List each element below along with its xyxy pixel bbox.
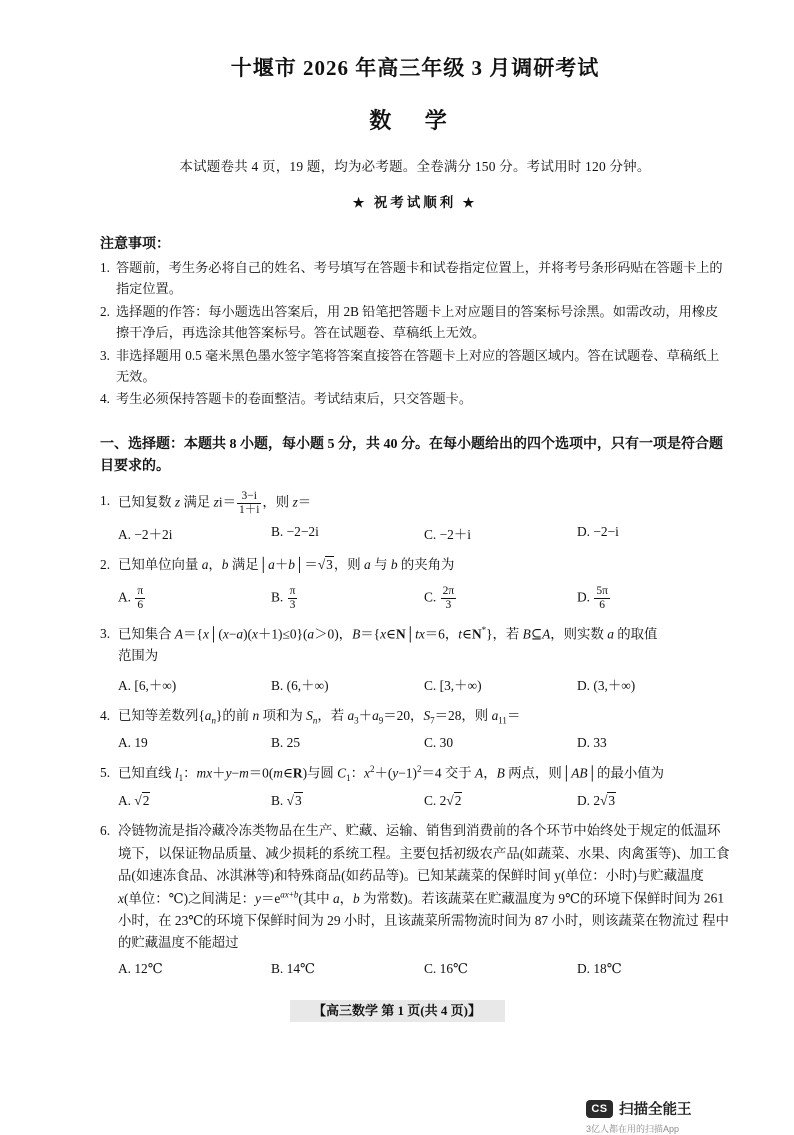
option-c[interactable]: C. [3,＋∞) [424,677,482,693]
question-5-options [100,793,730,809]
star-left-icon: ★ [352,195,368,210]
notice-item [100,388,730,409]
question-number: 1. [100,492,111,508]
section-heading [100,434,730,479]
option-b[interactable]: B. 25 [271,735,301,751]
question-5 [100,762,730,786]
question-6-options [100,961,730,977]
wish-line [100,191,730,211]
option-d[interactable]: D. (3,＋∞) [577,677,636,693]
question-4 [100,705,730,729]
question-number: 4. [100,707,111,723]
question-6-line-3: 品(如速冻食品、冰淇淋等)和特殊商品(如药品等)。已知某蔬菜的保鲜时间 y(单位：小时)与贮藏温度 [118,867,704,883]
question-6 [100,820,730,954]
question-6-line-2: 境下，以保证物品质量、减少损耗的系统工程。主要包括初级农产品(如蔬菜、水果、肉禽蛋等)、加工食 [118,845,730,861]
option-b[interactable]: B. √3 [271,793,302,809]
notice-item-number: 4. [100,391,110,407]
question-6-line-4: x(单位：℃)之间满足：$y=e^{ax+b}$(其中 a，b 为常数)。若该蔬菜在贮藏温度为 9℃的环境下保鲜时间为 [118,889,701,906]
notice-item-number: 3. [100,347,110,363]
question-text [118,820,730,954]
section-text: 本题共 8 小题，每小题 5 分，共 40 分。在每小题给出的四个选项中，只有一项是符合题目要求的。 [100,436,723,475]
question-1 [100,490,730,517]
question-2 [100,554,730,576]
question-text: 已知复数 z 满足 zi＝ $\frac{3-i}{1+i}$ ，则 z＝ [118,489,312,516]
notice-list [100,257,730,410]
section-label: 一、选择题： [100,436,184,452]
question-number: 2. [100,556,111,572]
option-b[interactable]: B. −2−2i [271,523,319,539]
notice-item-text: 选择题的作答：每小题选出答案后，用 2B 铅笔把答题卡上对应题目的答案标号涂黑。如需改动，用橡皮擦干净后，再选涂其他答案标号。答在试题卷、草稿纸上无效。 [116,303,719,341]
notice-item-number: 2. [100,303,110,319]
star-right-icon: ★ [462,195,478,210]
option-c[interactable]: C. $\frac{2\pi}{3}$ [424,584,455,611]
question-4-options [100,735,730,751]
option-c[interactable]: C. 30 [424,735,454,751]
notice-item-text: 考生必须保持答题卡的卷面整洁。考试结束后，只交答题卡。 [116,391,473,407]
option-d[interactable]: D. 18℃ [577,961,622,977]
wish-text: 祝考试顺利 [373,195,457,210]
option-b[interactable]: B. (6,＋∞) [271,677,329,693]
question-3 [100,623,730,668]
option-a[interactable]: A. −2＋2i [118,526,173,542]
page-footer [0,1000,794,1019]
question-3-options [100,675,730,694]
option-c[interactable]: C. 2√2 [424,793,462,809]
notice-item [100,345,730,388]
notice-title: 注意事项： [100,237,170,252]
footer-text: 【高三数学 第 1 页(共 4 页)】 [313,1003,481,1018]
option-d[interactable]: D. 33 [577,735,607,751]
question-number: 3. [100,625,111,641]
subject-title: 数 学 [369,108,461,133]
option-a[interactable]: A. 12℃ [118,961,163,977]
option-d[interactable]: D. −2−i [577,523,619,539]
notice-item-number: 1. [100,260,110,275]
option-a[interactable]: A. [6,＋∞) [118,677,177,693]
question-1-options [100,524,730,543]
notice-item-text: 非选择题用 0.5 毫米黑色墨水签字笔将答案直接答在答题卡上对应的答题区域内。答在试题卷、草稿纸上无效。 [116,347,720,384]
scanner-watermark [586,1098,786,1135]
notice-item [100,257,730,300]
option-a[interactable]: A. √2 [118,793,150,809]
option-a[interactable]: A. 19 [118,735,148,751]
option-b[interactable]: B. $\frac{\pi}{3}$ [271,584,296,611]
option-d[interactable]: D. $\frac{5\pi}{6}$ [577,584,608,611]
cs-badge-icon: CS [586,1100,613,1118]
question-number: 6. [100,823,111,839]
option-c[interactable]: C. 16℃ [424,961,468,977]
question-6-line-6: 程中的贮藏温度不能超过 [118,912,729,951]
notice-item-text: 答题前，考生务必将自己的姓名、考号填写在答题卡和试卷指定位置上，并将考号条形码贴在答题卡上的指定位置。 [116,260,723,297]
question-text: 已知集合 A＝{x│(x−a)(x＋1)≤0}(a＞0)，B＝{x∈N│tx＝6，t∈N*}，若 B⊆A，则实数 a 的取值 范围为 [118,624,658,664]
question-6-line-5: 261 小时，在 23℃的环境下保鲜时间为 29 小时，且该蔬菜所需物流时间为 87 小时，则该蔬菜在物流过 [118,890,725,928]
option-b[interactable]: B. 14℃ [271,961,315,977]
question-text: 已知直线 $l_1$：mx＋y−m＝0(m∈R)与圆 $C_1$：$x^2+(y-1)^2=4$ 交于 A，B 两点，则│AB│的最小值为 [118,764,665,784]
watermark-subtitle: 3亿人都在用的扫描App [586,1124,680,1134]
option-a[interactable]: A. $\frac{\pi}{6}$ [118,584,144,611]
question-text: 已知等差数列$\{a_n\}$的前 n 项和为 $S_n$，若 $a_3+a_9=20$，$S_7=28$，则 $a_{11}=$ [118,707,521,726]
option-c[interactable]: C. −2＋i [424,526,471,542]
page-title: 十堰市 2026 年高三年级 3 月调研考试 [230,56,600,80]
question-2-options [100,585,730,612]
watermark-name: 扫描全能王 [619,1102,692,1118]
exam-info: 本试题卷共 4 页，19 题，均为必考题。全卷满分 150 分。考试用时 120 分钟。 [179,159,651,174]
question-number: 5. [100,765,111,781]
question-6-line-1: 冷链物流是指冷藏冷冻类物品在生产、贮藏、运输、销售到消费前的各个环节中始终处于规定的低温环 [118,823,721,839]
option-d[interactable]: D. 2√3 [577,793,616,809]
notice-item [100,301,730,344]
page-content [100,0,730,977]
question-text: 已知单位向量 a，b 满足│a＋b│＝√3，则 a 与 b 的夹角为 [118,556,455,572]
